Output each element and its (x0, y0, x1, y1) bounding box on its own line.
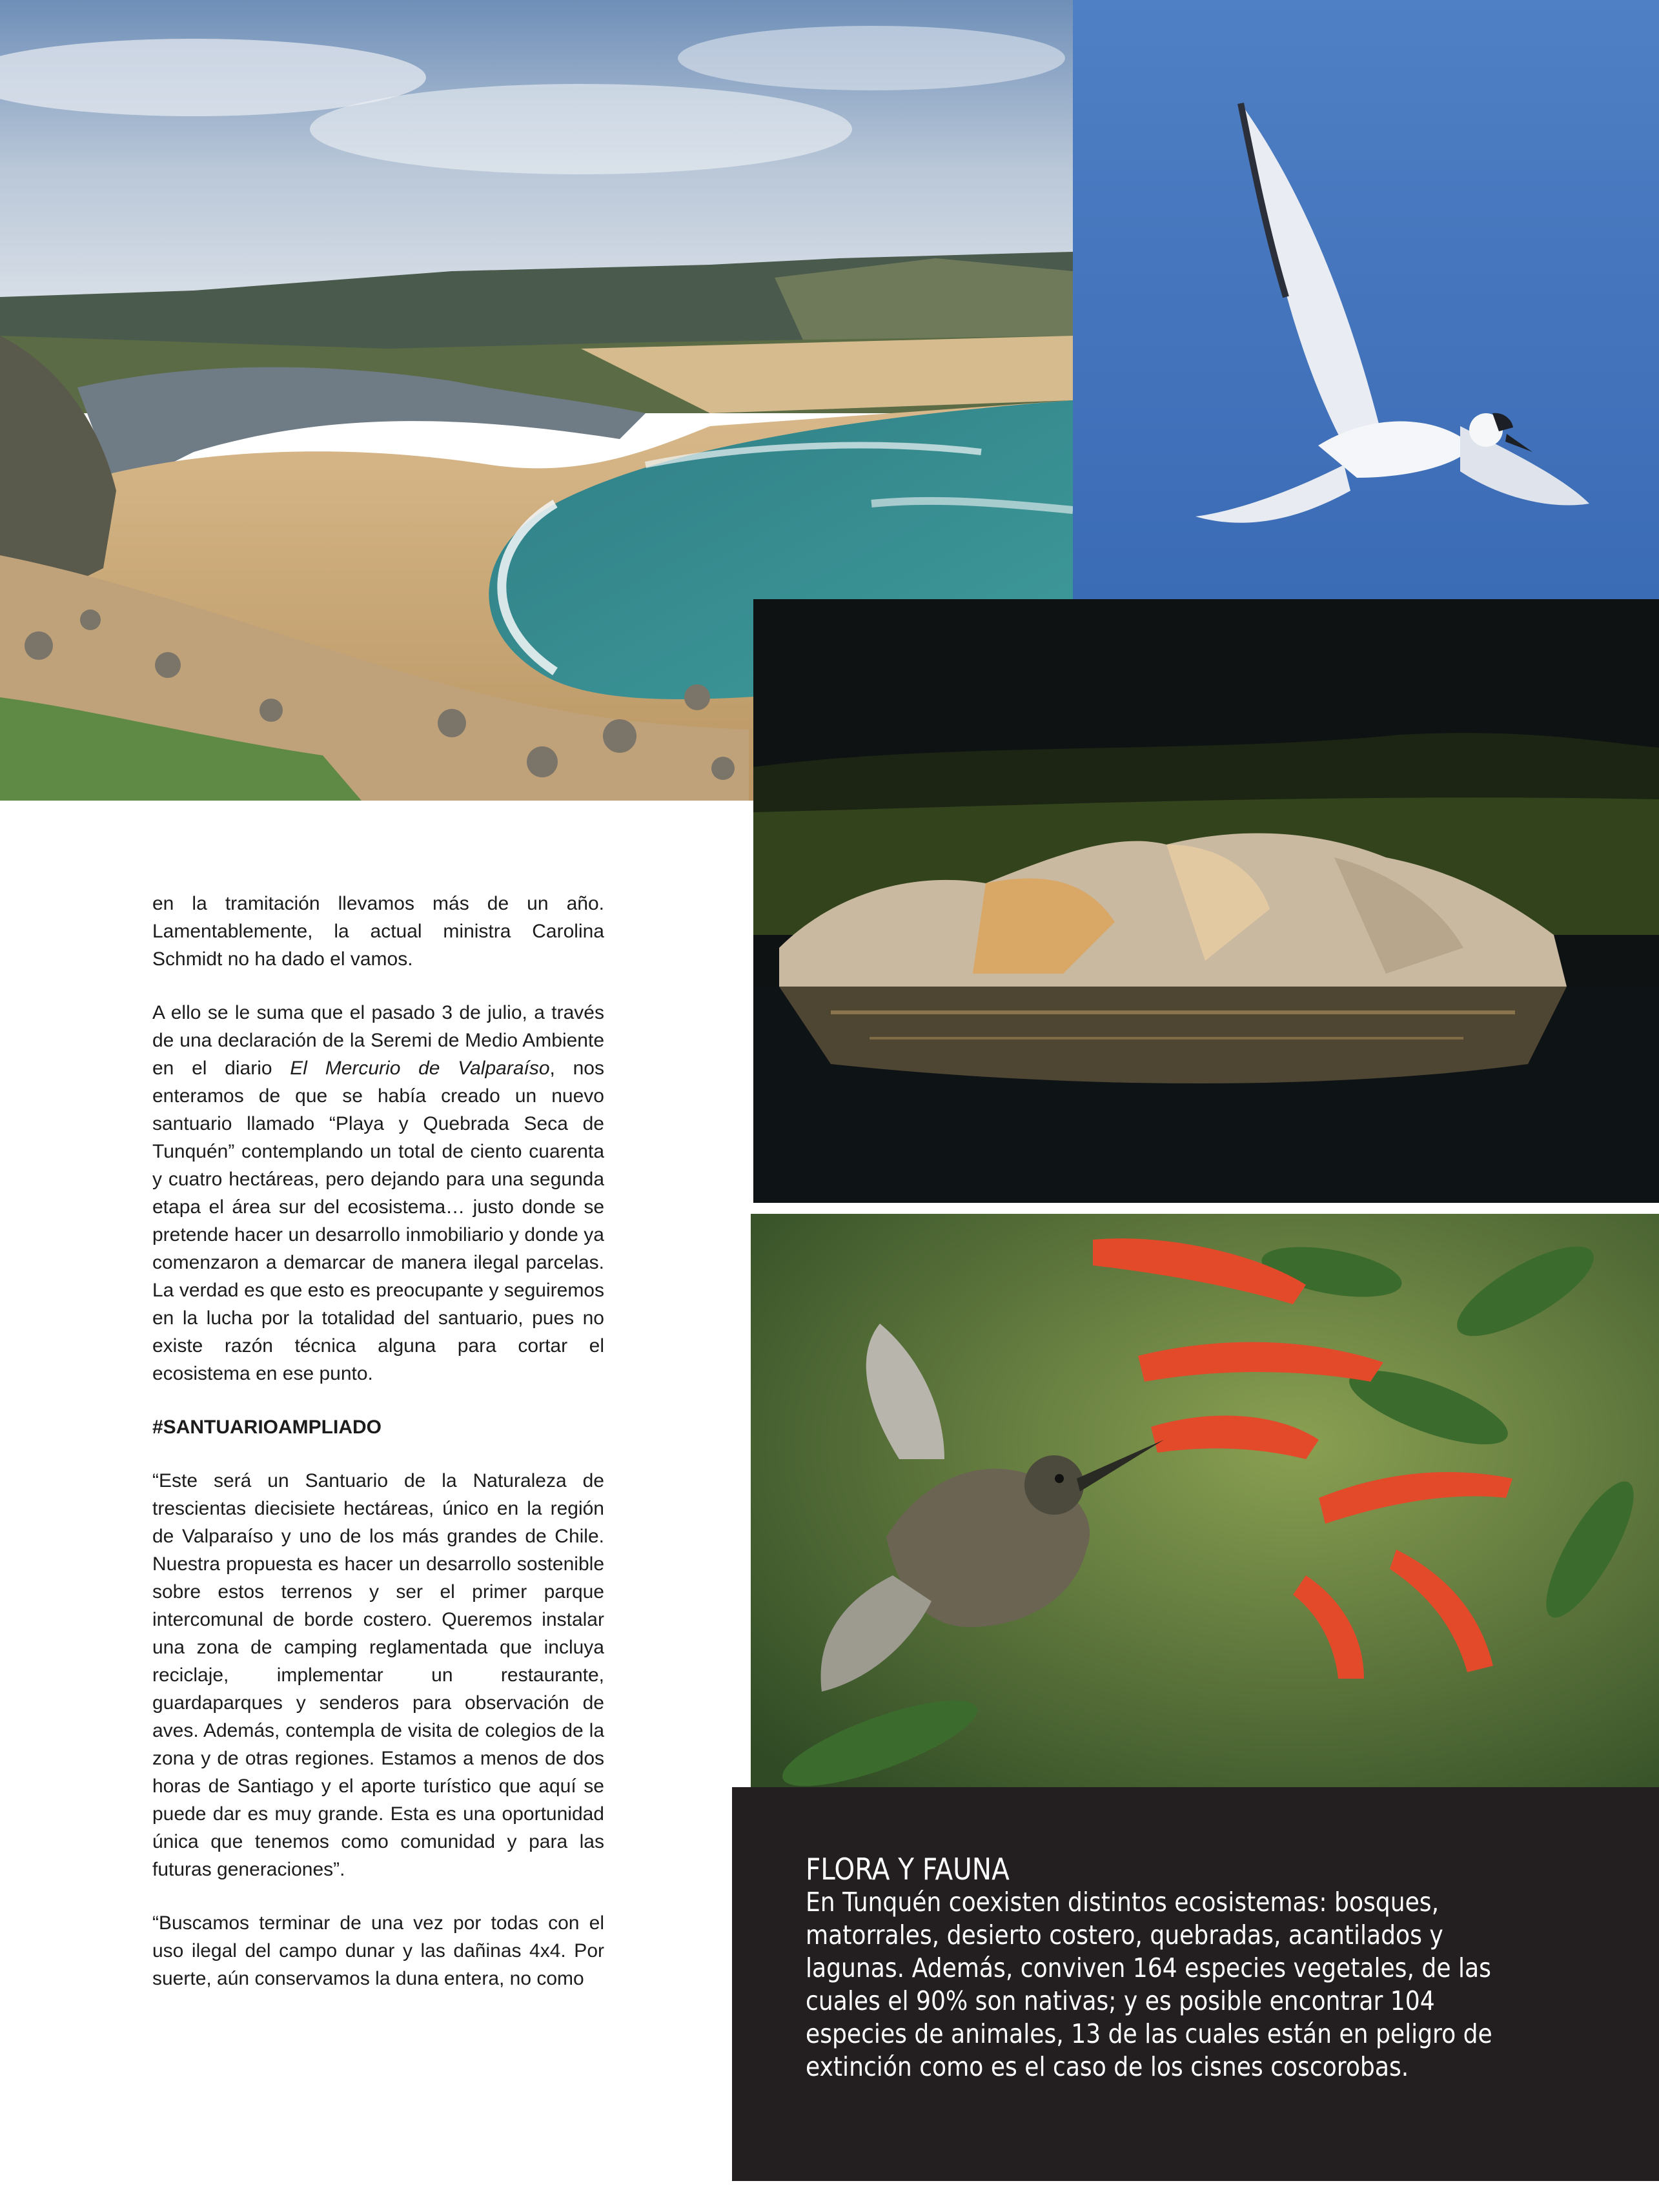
hummingbird-flower-photo (751, 1214, 1659, 1788)
flying-tern-photo (1073, 0, 1659, 599)
section-hashtag: #SANTUARIOAMPLIADO (152, 1417, 382, 1438)
article-paragraph-2 (152, 999, 604, 1388)
flora-fauna-text (806, 1853, 1499, 2084)
article-paragraph-1: en la tramitación llevamos más de un año. Lamentablemente, la actual ministra Carolina Schmidt no ha dado el vamos. (152, 893, 604, 970)
flora-fauna-body: En Tunquén coexisten distintos ecosistemas: bosques, matorrales, desierto costero, quebradas, acantilados y lagunas. Además, conviven 164 especies vegetales, de las cuales el 90% son nativas; y es posible encontrar 104 especies de animales, 13 de las cuales están en peligro de extinción como es el caso de los cisnes coscorobas. (806, 1887, 1492, 2082)
article-paragraph-4: “Buscamos terminar de una vez por todas con el uso ilegal del campo dunar y las dañinas 4x4. Por suerte, aún conservamos la duna entera, no como (152, 1912, 604, 1989)
paragraph-2-part-a: A ello se le suma que el pasado 3 de julio, a través de una declaración de la Seremi de Medio Ambiente en el diario (152, 1002, 604, 1079)
article-paragraph-3: “Este será un Santuario de la Naturaleza de trescientas diecisiete hectáreas, único en la región de Valparaíso y uno de los más grandes de Chile. Nuestra propuesta es hacer un desarrollo sostenible sobre estos terrenos y ser el primer parque intercomunal de borde costero. Queremos instalar una zona de camping reglamentada que incluya reciclaje, implementar un restaurante, guardaparques y senderos para observación de aves. Además, contempla de visita de colegios de la zona y de otras regiones. Estamos a menos de dos horas de Santiago y el aporte turístico que aquí se puede dar es muy grande. Esta es una oportunidad única que tenemos como comunidad y para las futuras generaciones”. (152, 1470, 604, 1880)
paragraph-2-part-b: , nos enteramos de que se había creado un nuevo santuario llamado “Playa y Quebrada Seca de Tunquén” contemplando un total de ciento cuarenta y cuatro hectáreas, pero dejando para una segunda etapa el área sur del ecosistema… justo donde se pretende hacer un desarrollo inmobiliario y donde ya comenzaron a demarcar de manera ilegal parcelas. La verdad es que esto es preocupante y seguiremos en la lucha por la totalidad del santuario, pues no existe razón técnica alguna para cortar el ecosistema en ese punto. (152, 1058, 604, 1384)
flora-fauna-title: FLORA Y FAUNA (806, 1852, 1010, 1887)
article-body (152, 890, 604, 2018)
flora-fauna-box (732, 1787, 1659, 2181)
newspaper-title: El Mercurio de Valparaíso (290, 1058, 550, 1079)
lagoon-rock-photo (753, 599, 1659, 1203)
